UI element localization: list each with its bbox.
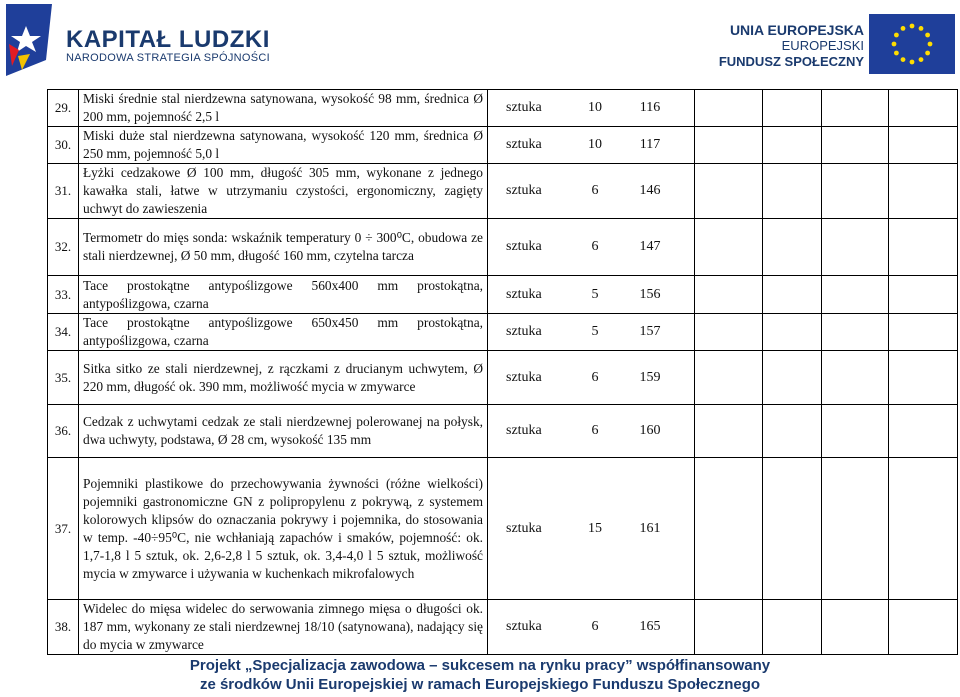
table-row bbox=[48, 405, 958, 458]
row-position: 147 bbox=[639, 239, 661, 254]
empty-cell bbox=[889, 405, 958, 458]
eu-line-1: UNIA EUROPEJSKA bbox=[729, 22, 864, 38]
empty-cell bbox=[695, 351, 763, 405]
row-quantity-cell bbox=[488, 314, 695, 351]
footer-line-1: Projekt „Specjalizacja zawodowa – sukcesem na rynku pracy” współfinansowany bbox=[189, 657, 771, 674]
row-unit: sztuka bbox=[506, 324, 542, 339]
empty-cell bbox=[822, 600, 889, 655]
row-position: 117 bbox=[639, 137, 661, 152]
empty-cell bbox=[695, 600, 763, 655]
row-description: Miski średnie stal nierdzewna satynowana, wysokość 98 mm, średnica Ø 200 mm, pojemność 2,5 l bbox=[79, 90, 488, 127]
quantity-group bbox=[488, 619, 694, 635]
eu-line-3: FUNDUSZ SPOŁECZNY bbox=[718, 54, 864, 69]
table-row bbox=[48, 219, 958, 276]
table-row bbox=[48, 90, 958, 127]
row-number: 37. bbox=[48, 458, 79, 600]
empty-cell bbox=[822, 351, 889, 405]
row-quantity-cell bbox=[488, 458, 695, 600]
table-row bbox=[48, 127, 958, 164]
row-number: 36. bbox=[48, 405, 79, 458]
eu-flag-icon bbox=[869, 14, 955, 74]
empty-cell bbox=[763, 600, 822, 655]
empty-cell bbox=[889, 314, 958, 351]
row-unit: sztuka bbox=[506, 619, 542, 634]
row-qty: 10 bbox=[588, 100, 602, 115]
row-number: 35. bbox=[48, 351, 79, 405]
quantity-group bbox=[488, 370, 694, 386]
empty-cell bbox=[822, 405, 889, 458]
empty-cell bbox=[763, 127, 822, 164]
row-quantity-cell bbox=[488, 405, 695, 458]
empty-cell bbox=[822, 219, 889, 276]
row-unit: sztuka bbox=[506, 423, 542, 438]
quantity-group bbox=[488, 521, 694, 537]
empty-cell bbox=[889, 458, 958, 600]
row-number: 29. bbox=[48, 90, 79, 127]
empty-cell bbox=[763, 314, 822, 351]
row-number: 38. bbox=[48, 600, 79, 655]
empty-cell bbox=[889, 276, 958, 314]
empty-cell bbox=[889, 127, 958, 164]
row-number: 33. bbox=[48, 276, 79, 314]
row-number: 30. bbox=[48, 127, 79, 164]
quantity-group bbox=[488, 239, 694, 255]
eu-text-block bbox=[719, 22, 864, 70]
row-qty: 5 bbox=[591, 286, 599, 302]
empty-cell bbox=[822, 458, 889, 600]
empty-cell bbox=[889, 164, 958, 219]
row-quantity-cell bbox=[488, 127, 695, 164]
row-number: 32. bbox=[48, 219, 79, 276]
quantity-group bbox=[488, 423, 694, 439]
row-description: Cedzak z uchwytami cedzak ze stali nierdzewnej polerowanej na połysk, dwa uchwyty, podstawa, Ø 28 cm, wysokość 135 mm bbox=[79, 405, 488, 458]
row-description: Termometr do mięs sonda: wskaźnik temperatury 0 ÷ 300⁰C, obudowa ze stali nierdzewnej, Ø 50 mm, długość 160 mm, czytelna tarcza bbox=[79, 219, 488, 276]
empty-cell bbox=[889, 600, 958, 655]
row-position: 165 bbox=[639, 619, 661, 634]
empty-cell bbox=[763, 164, 822, 219]
table-row bbox=[48, 351, 958, 405]
empty-cell bbox=[695, 276, 763, 314]
quantity-group bbox=[488, 100, 694, 116]
empty-cell bbox=[695, 458, 763, 600]
row-position: 146 bbox=[639, 183, 661, 198]
row-qty: 6 bbox=[591, 369, 599, 385]
empty-cell bbox=[695, 90, 763, 127]
row-quantity-cell bbox=[488, 164, 695, 219]
empty-cell bbox=[763, 90, 822, 127]
empty-cell bbox=[695, 219, 763, 276]
quantity-group bbox=[488, 324, 694, 340]
row-position: 160 bbox=[639, 423, 661, 438]
row-qty: 6 bbox=[591, 239, 599, 254]
row-description: Tace prostokątne antypoślizgowe 560x400 mm prostokątna, antypoślizgowa, czarna bbox=[79, 276, 488, 314]
row-number: 34. bbox=[48, 314, 79, 351]
footer-line-2: ze środków Unii Europejskiej w ramach Europejskiego Funduszu Społecznego bbox=[199, 676, 761, 693]
page-header bbox=[0, 0, 960, 84]
empty-cell bbox=[763, 276, 822, 314]
empty-cell bbox=[822, 127, 889, 164]
row-quantity-cell bbox=[488, 90, 695, 127]
empty-cell bbox=[695, 127, 763, 164]
row-description: Łyżki cedzakowe Ø 100 mm, długość 305 mm, wykonane z jednego kawałka stali, łatwe w utrzymaniu czystości, ergonomiczny, zagięty uchwyt do zawieszenia bbox=[79, 164, 488, 219]
row-quantity-cell bbox=[488, 600, 695, 655]
page-footer bbox=[0, 656, 960, 694]
row-description: Sitka sitko ze stali nierdzewnej, z rączkami z drucianym uchwytem, Ø 220 mm, długość ok. 390 mm, możliwość mycia w zmywarce bbox=[79, 351, 488, 405]
empty-cell bbox=[822, 164, 889, 219]
row-position: 161 bbox=[639, 520, 661, 536]
table-row bbox=[48, 314, 958, 351]
row-qty: 5 bbox=[591, 324, 599, 339]
kapital-ludzki-logo-icon bbox=[6, 4, 52, 76]
empty-cell bbox=[889, 351, 958, 405]
empty-cell bbox=[822, 276, 889, 314]
quantity-group bbox=[488, 183, 694, 199]
empty-cell bbox=[763, 458, 822, 600]
row-position: 157 bbox=[639, 324, 661, 339]
row-qty: 6 bbox=[591, 619, 599, 634]
row-qty: 15 bbox=[588, 520, 602, 536]
row-qty: 10 bbox=[588, 137, 602, 152]
quantity-group bbox=[488, 287, 694, 303]
quantity-group bbox=[488, 137, 694, 153]
row-description: Widelec do mięsa widelec do serwowania zimnego mięsa o długości ok. 187 mm, wykonany ze stali nierdzewnej 18/10 (satynowana), nadający się do mycia w zmywarce bbox=[79, 600, 488, 655]
row-position: 159 bbox=[639, 369, 661, 385]
row-unit: sztuka bbox=[506, 520, 542, 536]
row-unit: sztuka bbox=[506, 286, 542, 302]
empty-cell bbox=[763, 405, 822, 458]
row-unit: sztuka bbox=[506, 137, 542, 152]
empty-cell bbox=[763, 351, 822, 405]
table-row bbox=[48, 600, 958, 655]
row-quantity-cell bbox=[488, 219, 695, 276]
row-quantity-cell bbox=[488, 351, 695, 405]
row-unit: sztuka bbox=[506, 239, 542, 254]
row-description: Pojemniki plastikowe do przechowywania żywności (różne wielkości) pojemniki gastronomiczne GN z polipropylenu z pokrywą, z systemem kolorowych klipsów do oznaczania pokrywy i pojemnika, do stosowania w temp. -40÷95⁰C, nie wchłaniają zapachów i smaków, pojemność: ok. 1,7-1,8 l 5 sztuk, ok. 2,6-2,8 l 5 sztuk, ok. 3,4-4,0 l 5 sztuk, możliwość mycia w zmywarce i używania w kuchenkach mikrofalowych bbox=[79, 458, 488, 600]
row-unit: sztuka bbox=[506, 100, 542, 115]
items-table bbox=[47, 89, 958, 655]
row-qty: 6 bbox=[591, 183, 599, 198]
empty-cell bbox=[695, 314, 763, 351]
row-number: 31. bbox=[48, 164, 79, 219]
table-row bbox=[48, 276, 958, 314]
empty-cell bbox=[822, 314, 889, 351]
row-quantity-cell bbox=[488, 276, 695, 314]
eu-line-2: EUROPEJSKI bbox=[781, 38, 864, 53]
empty-cell bbox=[695, 164, 763, 219]
table-row bbox=[48, 164, 958, 219]
empty-cell bbox=[822, 90, 889, 127]
logo-subtitle: NARODOWA STRATEGIA SPÓJNOŚCI bbox=[66, 52, 270, 64]
empty-cell bbox=[695, 405, 763, 458]
row-description: Miski duże stal nierdzewna satynowana, wysokość 120 mm, średnica Ø 250 mm, pojemność 5,0 l bbox=[79, 127, 488, 164]
logo-title: KAPITAŁ LUDZKI bbox=[66, 26, 270, 53]
empty-cell bbox=[889, 90, 958, 127]
row-unit: sztuka bbox=[506, 183, 542, 198]
empty-cell bbox=[889, 219, 958, 276]
row-position: 116 bbox=[639, 100, 661, 115]
table-row bbox=[48, 458, 958, 600]
row-unit: sztuka bbox=[506, 369, 542, 385]
row-position: 156 bbox=[639, 286, 661, 302]
row-description: Tace prostokątne antypoślizgowe 650x450 mm prostokątna, antypoślizgowa, czarna bbox=[79, 314, 488, 351]
empty-cell bbox=[763, 219, 822, 276]
row-qty: 6 bbox=[591, 423, 599, 438]
